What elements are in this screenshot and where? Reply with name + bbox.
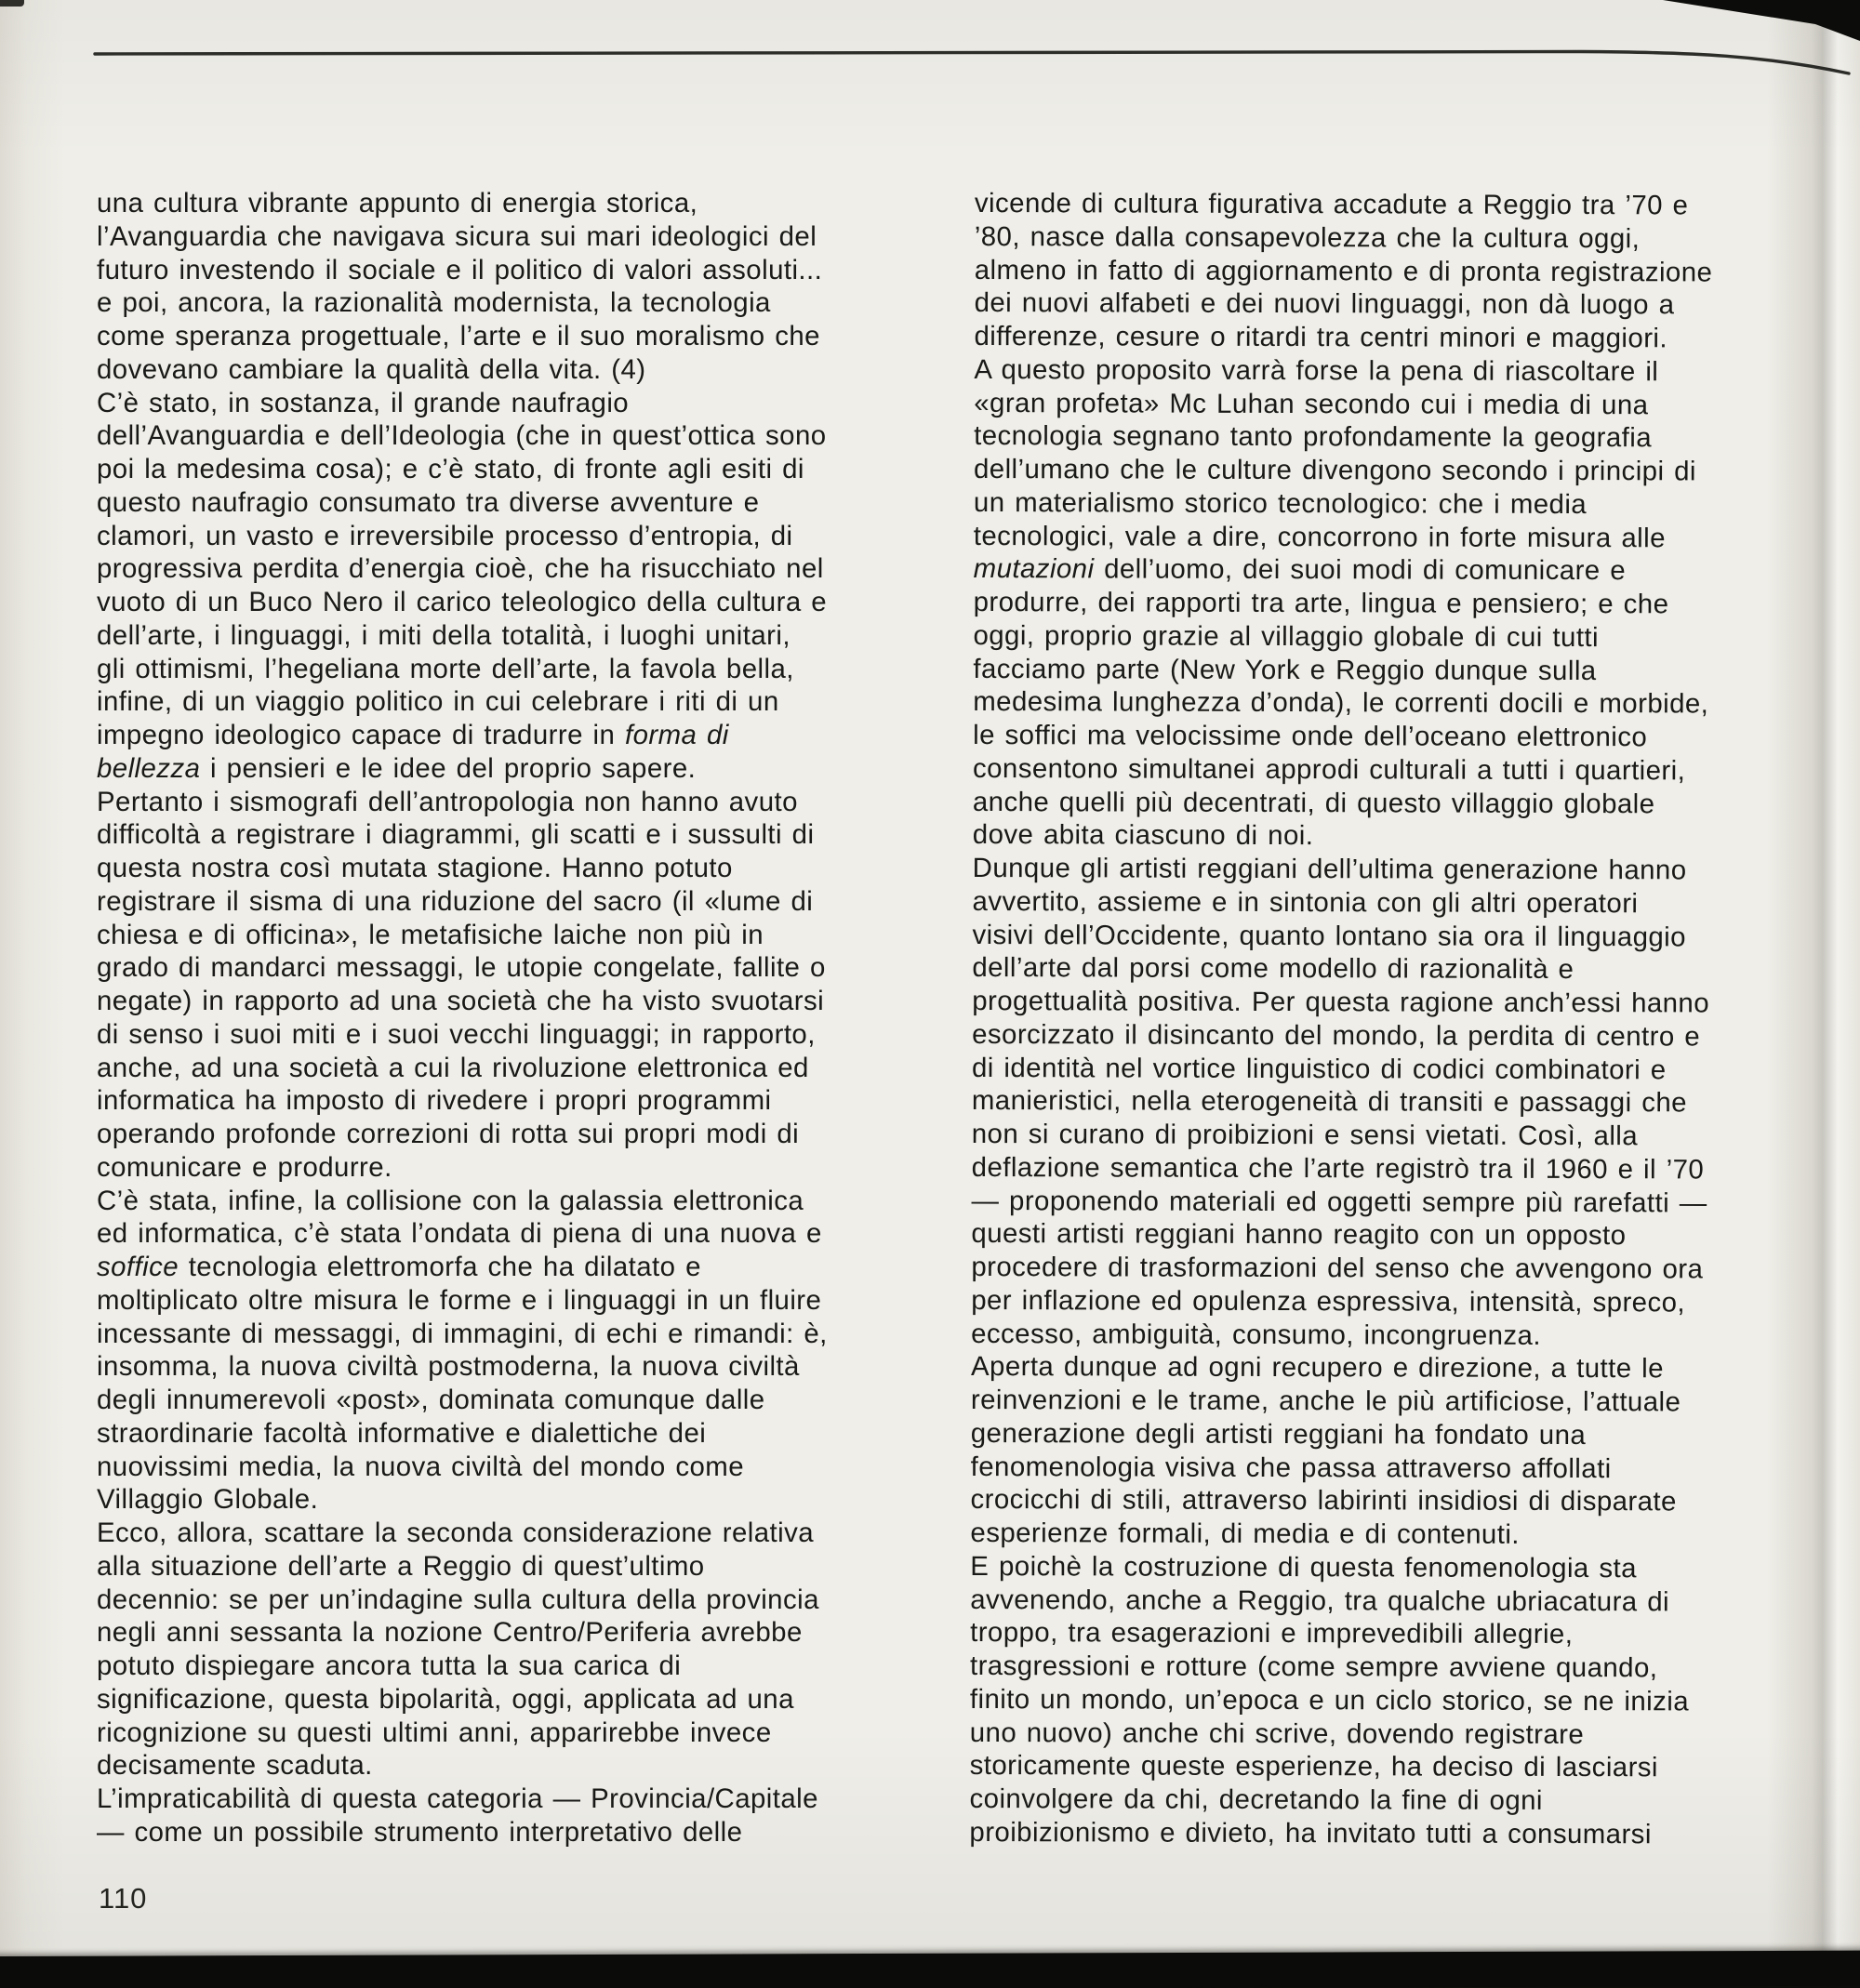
text-line: ’80, nasce dalla consapevolezza che la cultura oggi, [974,220,1641,254]
text-line: negate) in rapporto ad una società che ha visto svuotarsi [97,986,825,1016]
text-line: dell’umano che le culture divengono secondo i principi di [973,453,1696,487]
text-line: come speranza progettuale, l’arte e il suo moralismo che [97,321,820,351]
text-line: una cultura vibrante appunto di energia storica, [97,188,698,219]
text-line: comunicare e produrre. [97,1151,392,1183]
text-line: troppo, tra esagerazioni e imprevedibili allegrie, [970,1617,1574,1650]
text-line: reinvenzioni e le trame, anche le più artificiose, l’attuale [970,1384,1681,1418]
text-line: le soffici ma velocissime onde dell’oceano elettronico [973,719,1648,753]
text-column-left [97,187,938,1849]
text-line: moltiplicato oltre misura le forme e i linguaggi in un fluire [97,1284,822,1316]
text-line: E poichè la costruzione di questa fenomenologia sta [970,1550,1637,1584]
text-line: facciamo parte (New York e Reggio dunque sulla [973,653,1597,686]
text-line: — come un possibile strumento interpretativo delle [97,1816,743,1848]
text-line: bellezza i pensieri e le idee del proprio sapere. [97,752,697,784]
text-line: A questo proposito varrà forse la pena di riascoltare il [974,353,1659,388]
text-line: grado di mandarci messaggi, le utopie congelate, fallite o [97,952,826,984]
text-line: progettualità positiva. Per questa ragione anch’essi hanno [972,985,1710,1019]
text-line: chiesa e di officina», le metafisiche laiche non più in [97,919,764,950]
text-line: deflazione semantica che l’arte registrò tra il 1960 e il ’70 [971,1151,1705,1186]
scan-corner-top-left [0,0,24,7]
text-line: oggi, proprio grazie al villaggio globale di cui tutti [973,619,1600,653]
text-line: visivi dell’Occidente, quanto lontano sia ora il linguaggio [972,919,1687,952]
text-line: degli innumerevoli «post», dominata comunque dalle [97,1385,765,1415]
text-line: significazione, questa bipolarità, oggi, applicata ad una [97,1683,794,1715]
text-line: uno nuovo) anche chi scrive, dovendo registrare [969,1716,1585,1750]
text-line: dell’arte dal porsi come modello di razionalità e [972,952,1574,986]
text-line: dove abita ciascuno di noi. [972,819,1314,852]
text-line: esperienze formali, di media e di contenuti. [970,1517,1520,1550]
text-line: ed informatica, c’è stata l’ondata di piena di una nuova e [97,1218,822,1250]
text-line: consentono simultanei approdi culturali a tutti i quartieri, [972,752,1686,787]
text-line: nuovissimi media, la nuova civiltà del mondo come [97,1451,744,1482]
text-line: progressiva perdita d’energia cioè, che ha risucchiato nel [97,553,824,585]
text-line: l’Avanguardia che navigava sicura sui mari ideologici del [97,220,817,252]
text-line: Villaggio Globale. [97,1484,319,1516]
text-line: Dunque gli artisti reggiani dell’ultima generazione hanno [972,852,1687,886]
text-line: decisamente scaduta. [97,1750,373,1782]
text-line: decennio: se per un’indagine sulla cultura della provincia [97,1584,819,1615]
text-line: futuro investendo il sociale e il politico di valori assoluti... [97,254,823,285]
text-line: dovevano cambiare la qualità della vita. (4) [97,353,646,385]
text-line: per inflazione ed opulenza espressiva, intensità, spreco, [971,1284,1686,1319]
text-line: fenomenologia visiva che passa attraverso affollati [970,1451,1612,1484]
page-number: 110 [99,1882,148,1915]
text-line: «gran profeta» Mc Luhan secondo cui i media di una [974,387,1649,420]
text-line: produrre, dei rapporti tra arte, lingua e pensiero; e che [973,586,1669,620]
text-line: vicende di cultura figurativa accadute a Reggio tra ’70 e [974,188,1689,221]
text-line: proibizionismo e divieto, ha invitato tutti a consumarsi [969,1816,1652,1850]
text-line: esorcizzato il disincanto del mondo, la perdita di centro e [972,1018,1701,1053]
text-line: clamori, un vasto e irreversibile processo d’entropia, di [97,520,793,551]
text-line: differenze, cesure o ritardi tra centri minori e maggiori. [974,320,1668,354]
text-line: straordinarie facoltà informative e dialettiche dei [97,1417,707,1449]
text-line: questo naufragio consumato tra diverse avventure e [97,486,760,518]
text-line: generazione degli artisti reggiani ha fondato una [970,1417,1587,1451]
text-line: eccesso, ambiguità, consumo, incongruenza. [971,1318,1542,1351]
text-line: tecnologici, vale a dire, concorrono in forte misura alle [973,520,1666,553]
text-line: mutazioni dell’uomo, dei suoi modi di comunicare e [973,553,1627,587]
text-line: negli anni sessanta la nozione Centro/Periferia avrebbe [97,1617,803,1649]
text-line: di identità nel vortice linguistico di codici combinatori e [971,1052,1667,1085]
text-line: manieristici, nella eterogeneità di transiti e passaggi che [971,1085,1688,1119]
text-line: vuoto di un Buco Nero il carico teleologico della cultura e [97,587,828,617]
text-line: tecnologia segnano tanto profondamente la geografia [974,420,1653,454]
text-line: C’è stato, in sostanza, il grande naufragio [97,387,630,418]
text-line: operando profonde correzioni di rotta sui propri modi di [97,1119,800,1149]
text-line: avvenendo, anche a Reggio, tra qualche ubriacatura di [970,1584,1670,1617]
scan-edge-bottom [0,1951,1860,1988]
text-line: informatica ha imposto di rivedere i propri programmi [97,1085,772,1117]
text-line: finito un mondo, un’epoca e un ciclo storico, se ne inizia [969,1683,1690,1717]
text-line: L’impraticabilità di questa categoria — Provincia/Capitale [97,1783,818,1814]
text-line: alla situazione dell’arte a Reggio di quest’ultimo [97,1550,705,1582]
text-line: C’è stata, infine, la collisione con la galassia elettronica [97,1185,804,1216]
text-line: — proponendo materiali ed oggetti sempre più rarefatti — [971,1185,1707,1218]
text-line: medesima lunghezza d’onda), le correnti docili e morbide, [973,686,1709,720]
text-line: Aperta dunque ad ogni recupero e direzione, a tutte le [970,1351,1665,1385]
text-line: questi artisti reggiani hanno reagito con un opposto [971,1218,1627,1252]
text-line: difficoltà a registrare i diagrammi, gli scatti e i sussulti di [97,819,815,851]
text-line: almeno in fatto di aggiornamento e di pronta registrazione [974,254,1713,287]
text-line: questa nostra così mutata stagione. Hanno potuto [97,853,733,883]
text-line: trasgressioni e rotture (come sempre avviene quando, [969,1650,1658,1684]
text-line: registrare il sisma di una riduzione del sacro (il «lume di [97,885,814,917]
text-line: avvertito, assieme e in sintonia con gli altri operatori [972,885,1639,919]
text-line: insomma, la nuova civiltà postmoderna, la nuova civiltà [97,1351,800,1383]
text-line: incessante di messaggi, di immagini, di echi e rimandi: è, [97,1318,828,1349]
text-line: poi la medesima cosa); e c’è stato, di fronte agli esiti di [97,454,804,484]
text-line: infine, di un viaggio politico in cui celebrare i riti di un [97,686,779,718]
text-line: dell’arte, i linguaggi, i miti della totalità, i luoghi unitari, [97,619,790,651]
text-line: ricognizione su questi ultimi anni, apparirebbe invece [97,1716,772,1748]
text-line: impegno ideologico capace di tradurre in forma di [97,720,729,750]
text-line: dei nuovi alfabeti e dei nuovi linguaggi, non dà luogo a [974,287,1675,321]
text-line: gli ottimismi, l’hegeliana morte dell’arte, la favola bella, [97,653,794,684]
text-line: storicamente queste esperienze, ha deciso di lasciarsi [969,1750,1658,1783]
text-line: soffice tecnologia elettromorfa che ha dilatato e [97,1252,701,1282]
text-line: procedere di trasformazioni del senso che avvengono ora [971,1251,1704,1285]
text-column-right [969,187,1816,1851]
scan-corner-top-right [0,0,1860,56]
text-line: crocicchi di stili, attraverso labirinti insidiosi di disparate [970,1484,1677,1518]
text-line: coinvolgere da chi, decretando la fine di ogni [969,1783,1543,1816]
text-line: non si curano di proibizioni e sensi vietati. Così, alla [971,1118,1639,1152]
text-line: di senso i suoi miti e i suoi vecchi linguaggi; in rapporto, [97,1018,816,1050]
text-line: un materialismo storico tecnologico: che i media [973,486,1588,520]
text-line: dell’Avanguardia e dell’Ideologia (che in quest’ottica sono [97,420,827,452]
text-line: anche quelli più decentrati, di questo villaggio globale [972,786,1655,819]
text-line: potuto dispiegare ancora tutta la sua carica di [97,1650,682,1681]
text-line: anche, ad una società a cui la rivoluzione elettronica ed [97,1052,809,1083]
text-line: e poi, ancora, la razionalità modernista, la tecnologia [97,287,771,319]
text-line: Pertanto i sismografi dell’antropologia non hanno avuto [97,786,798,817]
text-line: Ecco, allora, scattare la seconda considerazione relativa [97,1518,815,1548]
